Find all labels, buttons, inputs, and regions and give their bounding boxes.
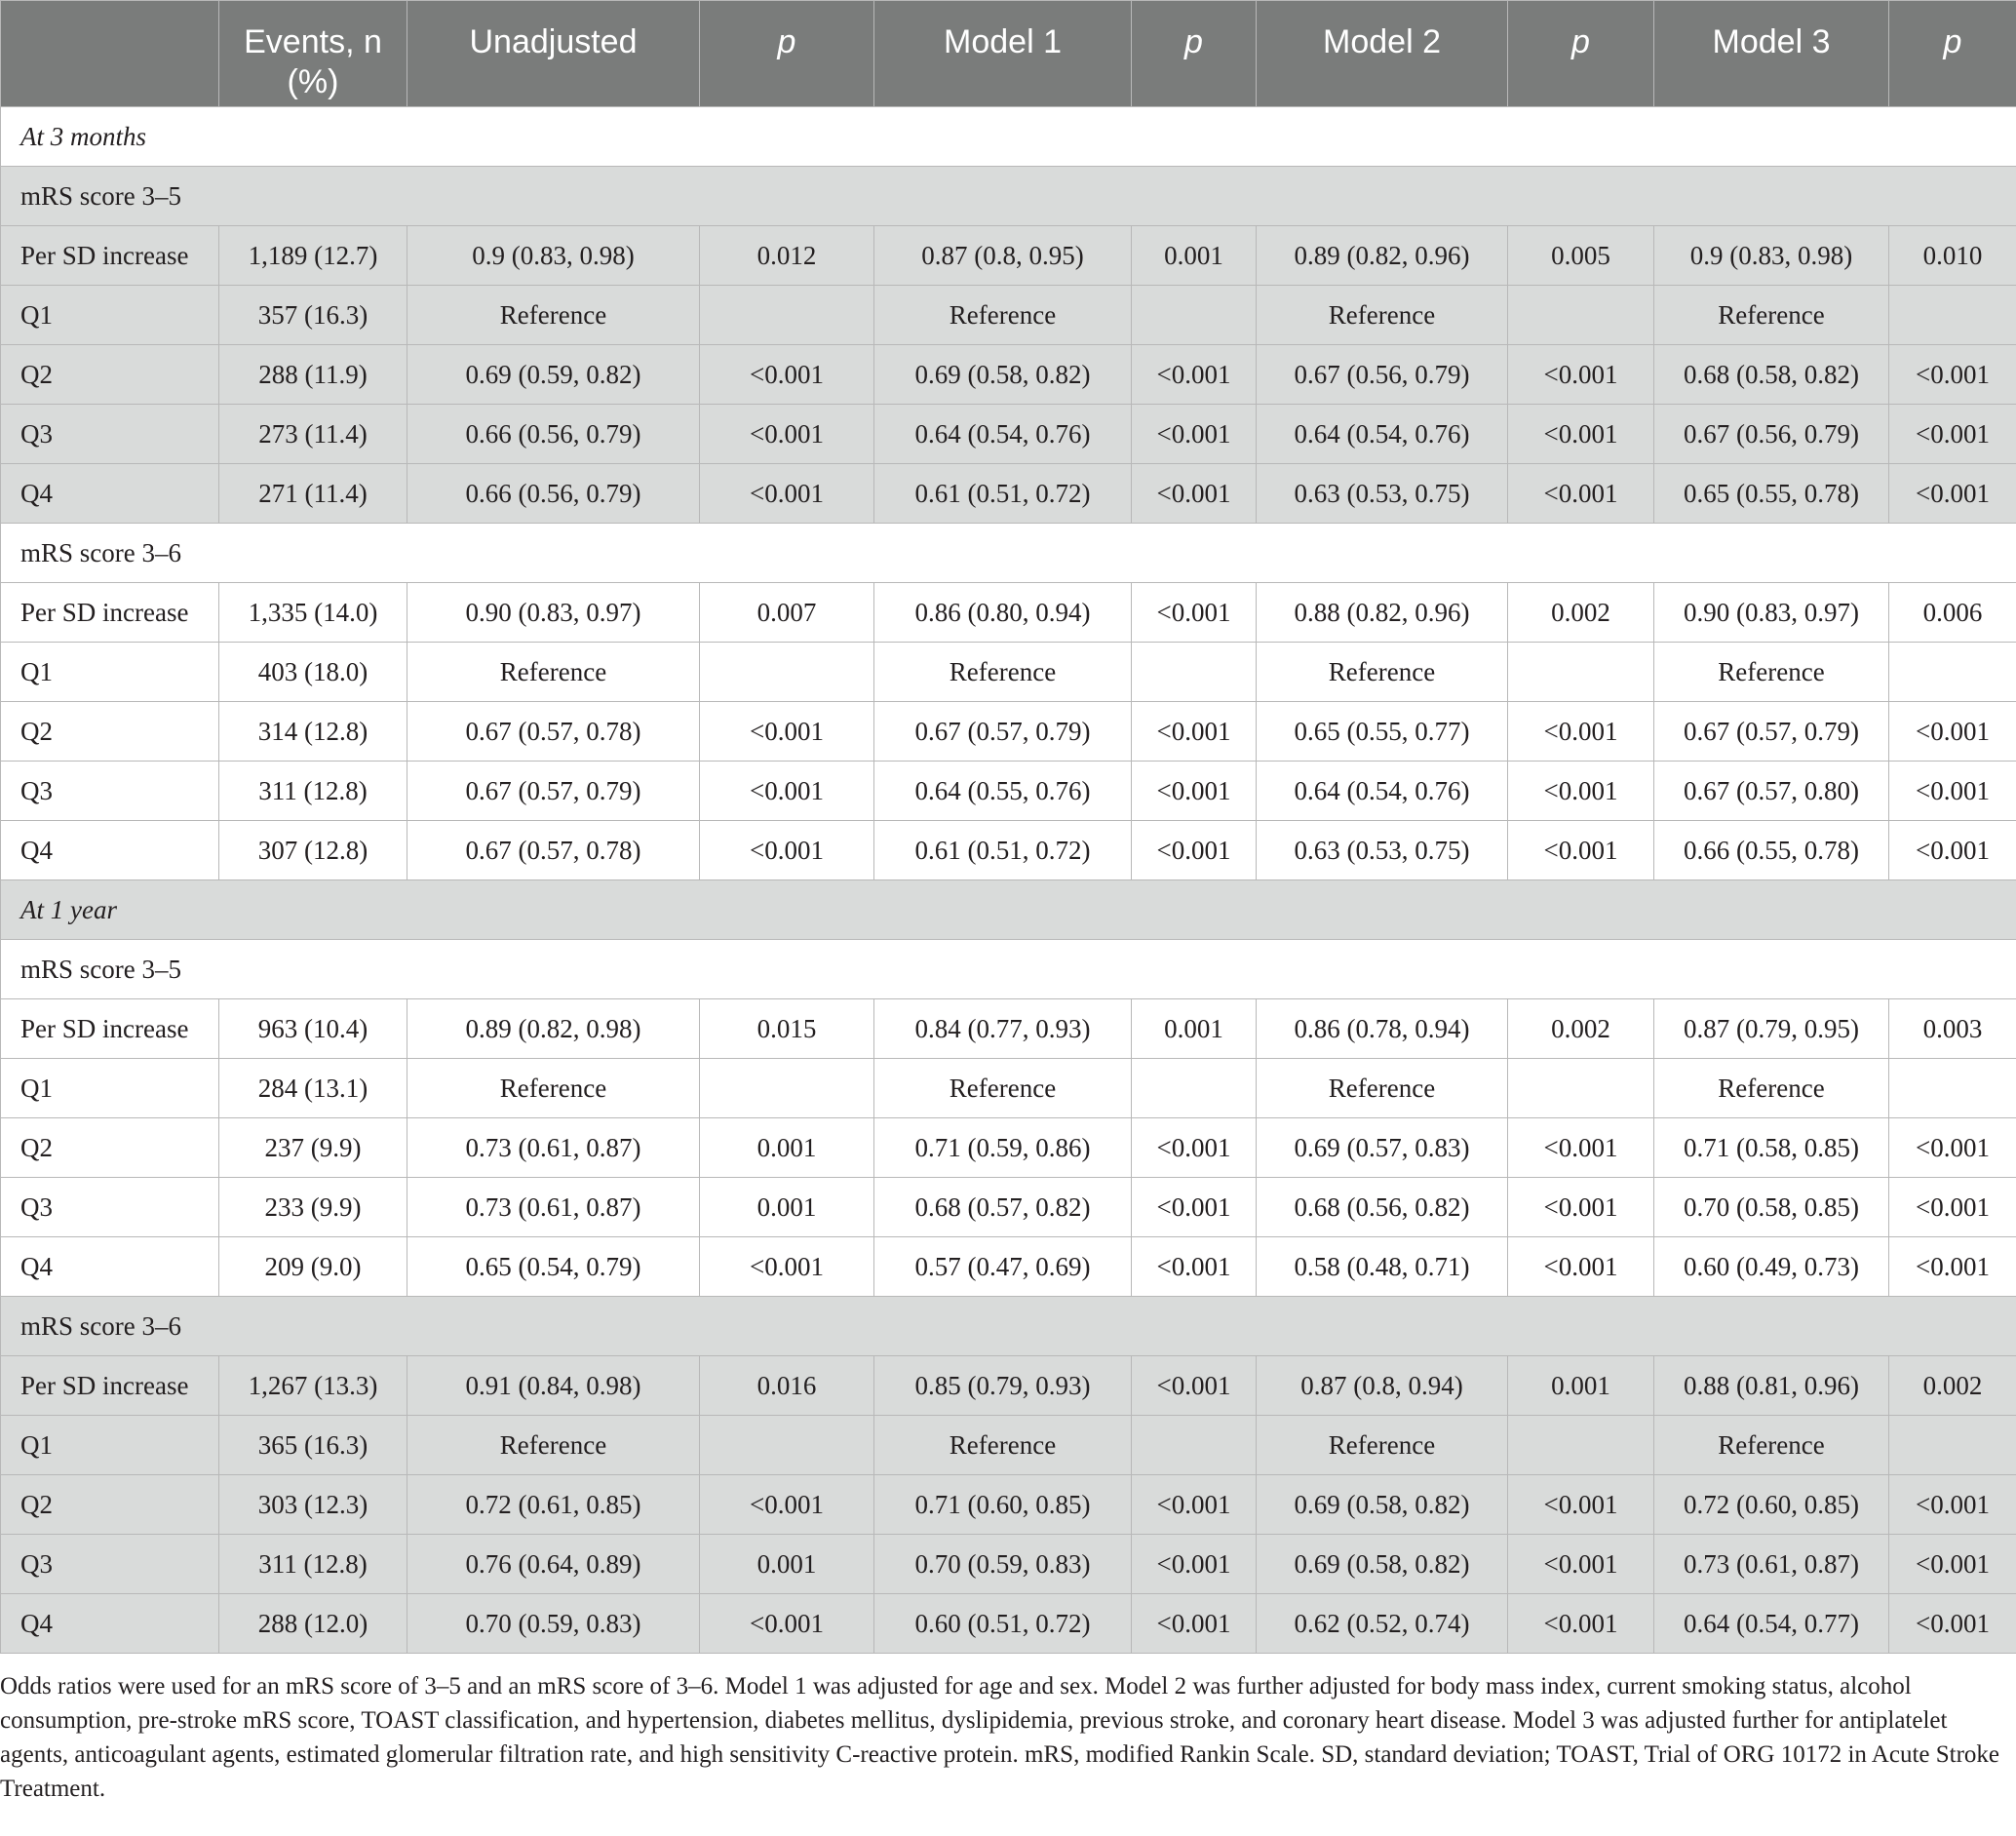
cell-unadjusted: 0.70 (0.59, 0.83): [407, 1594, 700, 1654]
cell-row-label: Q4: [1, 1237, 219, 1297]
cell-model-3: 0.67 (0.57, 0.79): [1654, 702, 1889, 762]
cell-p-model-2: <0.001: [1508, 821, 1654, 880]
cell-model-3: 0.71 (0.58, 0.85): [1654, 1118, 1889, 1178]
cell-p-model-3: <0.001: [1889, 1237, 2016, 1297]
section-label: mRS score 3–6: [1, 1297, 2016, 1356]
table-footnote: Odds ratios were used for an mRS score of 3–5 and an mRS score of 3–6. Model 1 was adjusted for age and sex. Model 2 was further adjusted for body mass index, current smoking status, alcohol consumption, pre-stroke mRS score, TOAST classification, and hypertension, diabetes mellitus, dyslipidemia, previous stroke, and coronary heart disease. Model 3 was adjusted further for antiplatelet agents, anticoagulant agents, estimated glomerular filtration rate, and high sensitivity C-reactive protein. mRS, modified Rankin Scale. SD, standard deviation; TOAST, Trial of ORG 10172 in Acute Stroke Treatment.: [0, 1673, 2000, 1802]
cell-p-model-1: [1132, 1416, 1257, 1475]
cell-model-1: 0.57 (0.47, 0.69): [874, 1237, 1132, 1297]
cell-row-label: Q3: [1, 1535, 219, 1594]
cell-model-3: 0.88 (0.81, 0.96): [1654, 1356, 1889, 1416]
table-row: [1, 643, 2016, 702]
cell-p-unadjusted: <0.001: [700, 762, 874, 821]
cell-row-label: Per SD increase: [1, 1356, 219, 1416]
cell-unadjusted: Reference: [407, 1416, 700, 1475]
table-row: [1, 1237, 2016, 1297]
table-row: [1, 286, 2016, 345]
cell-model-1: 0.71 (0.59, 0.86): [874, 1118, 1132, 1178]
cell-row-label: Per SD increase: [1, 583, 219, 643]
cell-unadjusted: 0.69 (0.59, 0.82): [407, 345, 700, 405]
cell-p-unadjusted: <0.001: [700, 1594, 874, 1654]
cell-model-3: 0.90 (0.83, 0.97): [1654, 583, 1889, 643]
cell-model-3: Reference: [1654, 1416, 1889, 1475]
cell-unadjusted: 0.9 (0.83, 0.98): [407, 226, 700, 286]
table-row: [1, 702, 2016, 762]
cell-p-model-3: <0.001: [1889, 464, 2016, 524]
cell-p-model-1: [1132, 1059, 1257, 1118]
cell-unadjusted: 0.89 (0.82, 0.98): [407, 999, 700, 1059]
cell-p-model-1: <0.001: [1132, 1475, 1257, 1535]
cell-p-unadjusted: [700, 1059, 874, 1118]
cell-p-unadjusted: <0.001: [700, 1475, 874, 1535]
cell-row-label: Q2: [1, 1118, 219, 1178]
cell-events: 314 (12.8): [219, 702, 407, 762]
cell-p-model-2: [1508, 1059, 1654, 1118]
cell-p-unadjusted: 0.001: [700, 1118, 874, 1178]
cell-model-1: 0.87 (0.8, 0.95): [874, 226, 1132, 286]
cell-model-1: 0.85 (0.79, 0.93): [874, 1356, 1132, 1416]
section-row: [1, 524, 2016, 583]
cell-model-2: 0.64 (0.54, 0.76): [1257, 762, 1508, 821]
cell-p-model-2: <0.001: [1508, 1475, 1654, 1535]
cell-model-2: 0.86 (0.78, 0.94): [1257, 999, 1508, 1059]
cell-p-model-3: [1889, 643, 2016, 702]
cell-unadjusted: 0.67 (0.57, 0.78): [407, 821, 700, 880]
cell-p-unadjusted: <0.001: [700, 702, 874, 762]
cell-model-3: 0.72 (0.60, 0.85): [1654, 1475, 1889, 1535]
cell-model-1: 0.70 (0.59, 0.83): [874, 1535, 1132, 1594]
cell-p-model-2: [1508, 286, 1654, 345]
cell-model-1: 0.67 (0.57, 0.79): [874, 702, 1132, 762]
cell-row-label: Q3: [1, 1178, 219, 1237]
cell-unadjusted: 0.66 (0.56, 0.79): [407, 405, 700, 464]
cell-events: 273 (11.4): [219, 405, 407, 464]
cell-p-unadjusted: <0.001: [700, 345, 874, 405]
cell-row-label: Q1: [1, 286, 219, 345]
cell-p-model-3: <0.001: [1889, 1594, 2016, 1654]
section-label: mRS score 3–6: [1, 524, 2016, 583]
cell-p-unadjusted: [700, 1416, 874, 1475]
cell-events: 233 (9.9): [219, 1178, 407, 1237]
cell-p-model-1: <0.001: [1132, 1237, 1257, 1297]
cell-p-model-3: <0.001: [1889, 1535, 2016, 1594]
cell-row-label: Q1: [1, 643, 219, 702]
cell-model-2: 0.69 (0.57, 0.83): [1257, 1118, 1508, 1178]
cell-events: 307 (12.8): [219, 821, 407, 880]
cell-model-1: Reference: [874, 286, 1132, 345]
cell-p-model-2: [1508, 1416, 1654, 1475]
cell-model-2: 0.65 (0.55, 0.77): [1257, 702, 1508, 762]
cell-model-2: Reference: [1257, 1416, 1508, 1475]
cell-p-model-2: <0.001: [1508, 1237, 1654, 1297]
header-p-model-2: p: [1508, 1, 1654, 107]
cell-events: 1,335 (14.0): [219, 583, 407, 643]
cell-model-2: 0.87 (0.8, 0.94): [1257, 1356, 1508, 1416]
header-p-model-1: p: [1132, 1, 1257, 107]
table-row: [1, 1475, 2016, 1535]
cell-p-model-1: <0.001: [1132, 762, 1257, 821]
cell-model-3: 0.65 (0.55, 0.78): [1654, 464, 1889, 524]
cell-unadjusted: Reference: [407, 1059, 700, 1118]
table-row: [1, 999, 2016, 1059]
table-row: [1, 405, 2016, 464]
cell-row-label: Per SD increase: [1, 999, 219, 1059]
section-row: [1, 107, 2016, 167]
cell-p-model-3: <0.001: [1889, 821, 2016, 880]
cell-row-label: Q1: [1, 1059, 219, 1118]
header-unadjusted: Unadjusted: [407, 1, 700, 107]
cell-p-model-1: <0.001: [1132, 464, 1257, 524]
cell-p-model-1: [1132, 286, 1257, 345]
cell-events: 303 (12.3): [219, 1475, 407, 1535]
table-body: [1, 107, 2016, 1654]
cell-model-2: 0.64 (0.54, 0.76): [1257, 405, 1508, 464]
cell-events: 1,189 (12.7): [219, 226, 407, 286]
cell-p-model-3: <0.001: [1889, 762, 2016, 821]
cell-unadjusted: 0.91 (0.84, 0.98): [407, 1356, 700, 1416]
cell-p-model-3: [1889, 286, 2016, 345]
cell-unadjusted: 0.90 (0.83, 0.97): [407, 583, 700, 643]
section-label: mRS score 3–5: [1, 940, 2016, 999]
table-row: [1, 821, 2016, 880]
cell-unadjusted: 0.73 (0.61, 0.87): [407, 1118, 700, 1178]
cell-model-3: 0.67 (0.57, 0.80): [1654, 762, 1889, 821]
header-row-label: [1, 1, 219, 107]
cell-unadjusted: 0.67 (0.57, 0.78): [407, 702, 700, 762]
cell-unadjusted: 0.76 (0.64, 0.89): [407, 1535, 700, 1594]
cell-model-3: 0.70 (0.58, 0.85): [1654, 1178, 1889, 1237]
cell-row-label: Q2: [1, 702, 219, 762]
section-row: [1, 167, 2016, 226]
cell-p-model-3: 0.003: [1889, 999, 2016, 1059]
cell-row-label: Q4: [1, 464, 219, 524]
cell-p-unadjusted: 0.012: [700, 226, 874, 286]
cell-p-unadjusted: [700, 643, 874, 702]
cell-events: 284 (13.1): [219, 1059, 407, 1118]
header-p-unadjusted: p: [700, 1, 874, 107]
cell-p-model-2: 0.002: [1508, 583, 1654, 643]
cell-p-model-2: <0.001: [1508, 1118, 1654, 1178]
cell-events: 288 (11.9): [219, 345, 407, 405]
cell-p-unadjusted: <0.001: [700, 821, 874, 880]
cell-events: 271 (11.4): [219, 464, 407, 524]
cell-events: 311 (12.8): [219, 762, 407, 821]
table-row: [1, 1178, 2016, 1237]
cell-p-model-1: <0.001: [1132, 702, 1257, 762]
table-row: [1, 226, 2016, 286]
table-row: [1, 464, 2016, 524]
cell-model-2: Reference: [1257, 286, 1508, 345]
cell-p-model-3: [1889, 1059, 2016, 1118]
cell-model-2: 0.58 (0.48, 0.71): [1257, 1237, 1508, 1297]
cell-p-model-3: <0.001: [1889, 405, 2016, 464]
cell-p-model-2: <0.001: [1508, 702, 1654, 762]
cell-p-model-2: <0.001: [1508, 345, 1654, 405]
cell-p-model-1: <0.001: [1132, 1594, 1257, 1654]
cell-model-2: 0.63 (0.53, 0.75): [1257, 464, 1508, 524]
table-row: [1, 762, 2016, 821]
cell-model-2: 0.68 (0.56, 0.82): [1257, 1178, 1508, 1237]
cell-p-model-3: <0.001: [1889, 1118, 2016, 1178]
cell-model-3: 0.64 (0.54, 0.77): [1654, 1594, 1889, 1654]
cell-unadjusted: 0.73 (0.61, 0.87): [407, 1178, 700, 1237]
table-row: [1, 345, 2016, 405]
cell-model-1: 0.86 (0.80, 0.94): [874, 583, 1132, 643]
cell-p-model-1: 0.001: [1132, 226, 1257, 286]
cell-p-model-2: <0.001: [1508, 464, 1654, 524]
header-p-model-3: p: [1889, 1, 2016, 107]
cell-p-unadjusted: [700, 286, 874, 345]
cell-p-model-1: <0.001: [1132, 1118, 1257, 1178]
header-model-2: Model 2: [1257, 1, 1508, 107]
cell-row-label: Q4: [1, 821, 219, 880]
cell-p-model-3: [1889, 1416, 2016, 1475]
cell-events: 1,267 (13.3): [219, 1356, 407, 1416]
cell-model-2: 0.67 (0.56, 0.79): [1257, 345, 1508, 405]
cell-model-2: 0.62 (0.52, 0.74): [1257, 1594, 1508, 1654]
table-row: [1, 1059, 2016, 1118]
cell-p-unadjusted: 0.016: [700, 1356, 874, 1416]
cell-p-unadjusted: 0.015: [700, 999, 874, 1059]
cell-events: 237 (9.9): [219, 1118, 407, 1178]
cell-p-model-2: <0.001: [1508, 1178, 1654, 1237]
cell-events: 365 (16.3): [219, 1416, 407, 1475]
cell-row-label: Q1: [1, 1416, 219, 1475]
cell-p-model-1: <0.001: [1132, 1178, 1257, 1237]
cell-model-1: 0.61 (0.51, 0.72): [874, 464, 1132, 524]
cell-events: 963 (10.4): [219, 999, 407, 1059]
header-events: Events, n (%): [219, 1, 407, 107]
cell-events: 288 (12.0): [219, 1594, 407, 1654]
cell-p-unadjusted: 0.007: [700, 583, 874, 643]
section-label: At 3 months: [1, 107, 2016, 167]
cell-p-unadjusted: 0.001: [700, 1535, 874, 1594]
cell-unadjusted: Reference: [407, 643, 700, 702]
table-row: [1, 1416, 2016, 1475]
cell-p-model-2: 0.002: [1508, 999, 1654, 1059]
cell-events: 357 (16.3): [219, 286, 407, 345]
section-row: [1, 880, 2016, 940]
cell-row-label: Q3: [1, 405, 219, 464]
cell-p-model-3: 0.002: [1889, 1356, 2016, 1416]
cell-p-unadjusted: <0.001: [700, 464, 874, 524]
cell-row-label: Q3: [1, 762, 219, 821]
cell-p-model-1: <0.001: [1132, 345, 1257, 405]
cell-model-3: 0.9 (0.83, 0.98): [1654, 226, 1889, 286]
cell-model-2: 0.88 (0.82, 0.96): [1257, 583, 1508, 643]
cell-row-label: Q2: [1, 345, 219, 405]
cell-model-1: 0.61 (0.51, 0.72): [874, 821, 1132, 880]
cell-model-3: 0.87 (0.79, 0.95): [1654, 999, 1889, 1059]
cell-model-2: 0.69 (0.58, 0.82): [1257, 1475, 1508, 1535]
cell-events: 311 (12.8): [219, 1535, 407, 1594]
cell-model-3: Reference: [1654, 286, 1889, 345]
cell-model-2: 0.69 (0.58, 0.82): [1257, 1535, 1508, 1594]
cell-p-model-2: 0.001: [1508, 1356, 1654, 1416]
cell-p-model-1: [1132, 643, 1257, 702]
cell-model-3: 0.73 (0.61, 0.87): [1654, 1535, 1889, 1594]
table-row: [1, 1118, 2016, 1178]
cell-model-1: Reference: [874, 1416, 1132, 1475]
table-row: [1, 1594, 2016, 1654]
cell-p-model-1: <0.001: [1132, 583, 1257, 643]
cell-p-model-1: <0.001: [1132, 821, 1257, 880]
cell-unadjusted: 0.65 (0.54, 0.79): [407, 1237, 700, 1297]
cell-unadjusted: 0.67 (0.57, 0.79): [407, 762, 700, 821]
cell-p-model-2: <0.001: [1508, 1535, 1654, 1594]
cell-p-model-2: <0.001: [1508, 1594, 1654, 1654]
cell-p-model-3: <0.001: [1889, 702, 2016, 762]
cell-p-model-1: <0.001: [1132, 1535, 1257, 1594]
cell-model-1: 0.64 (0.54, 0.76): [874, 405, 1132, 464]
cell-model-3: 0.68 (0.58, 0.82): [1654, 345, 1889, 405]
section-label: At 1 year: [1, 880, 2016, 940]
cell-model-1: 0.64 (0.55, 0.76): [874, 762, 1132, 821]
cell-p-model-1: 0.001: [1132, 999, 1257, 1059]
cell-row-label: Q2: [1, 1475, 219, 1535]
table-row: [1, 583, 2016, 643]
section-row: [1, 1297, 2016, 1356]
cell-p-model-1: <0.001: [1132, 1356, 1257, 1416]
section-row: [1, 940, 2016, 999]
cell-p-unadjusted: 0.001: [700, 1178, 874, 1237]
header-model-3: Model 3: [1654, 1, 1889, 107]
cell-p-model-2: 0.005: [1508, 226, 1654, 286]
header-row: [1, 1, 2016, 107]
cell-unadjusted: 0.66 (0.56, 0.79): [407, 464, 700, 524]
cell-model-1: 0.71 (0.60, 0.85): [874, 1475, 1132, 1535]
cell-model-1: Reference: [874, 1059, 1132, 1118]
cell-p-unadjusted: <0.001: [700, 1237, 874, 1297]
cell-unadjusted: 0.72 (0.61, 0.85): [407, 1475, 700, 1535]
cell-row-label: Per SD increase: [1, 226, 219, 286]
cell-p-model-3: <0.001: [1889, 1178, 2016, 1237]
cell-p-model-3: 0.010: [1889, 226, 2016, 286]
cell-model-3: Reference: [1654, 1059, 1889, 1118]
cell-model-2: 0.63 (0.53, 0.75): [1257, 821, 1508, 880]
header-model-1: Model 1: [874, 1, 1132, 107]
cell-model-1: 0.69 (0.58, 0.82): [874, 345, 1132, 405]
cell-model-1: 0.68 (0.57, 0.82): [874, 1178, 1132, 1237]
cell-events: 403 (18.0): [219, 643, 407, 702]
cell-model-1: Reference: [874, 643, 1132, 702]
cell-p-model-2: [1508, 643, 1654, 702]
cell-p-model-1: <0.001: [1132, 405, 1257, 464]
cell-model-3: Reference: [1654, 643, 1889, 702]
cell-model-1: 0.60 (0.51, 0.72): [874, 1594, 1132, 1654]
cell-p-model-2: <0.001: [1508, 405, 1654, 464]
cell-model-3: 0.60 (0.49, 0.73): [1654, 1237, 1889, 1297]
cell-unadjusted: Reference: [407, 286, 700, 345]
table-row: [1, 1535, 2016, 1594]
cell-p-model-3: 0.006: [1889, 583, 2016, 643]
cell-p-model-2: <0.001: [1508, 762, 1654, 821]
cell-p-unadjusted: <0.001: [700, 405, 874, 464]
cell-p-model-3: <0.001: [1889, 345, 2016, 405]
cell-row-label: Q4: [1, 1594, 219, 1654]
table-row: [1, 1356, 2016, 1416]
cell-model-1: 0.84 (0.77, 0.93): [874, 999, 1132, 1059]
cell-model-2: Reference: [1257, 1059, 1508, 1118]
cell-model-3: 0.67 (0.56, 0.79): [1654, 405, 1889, 464]
cell-p-model-3: <0.001: [1889, 1475, 2016, 1535]
cell-model-2: 0.89 (0.82, 0.96): [1257, 226, 1508, 286]
section-label: mRS score 3–5: [1, 167, 2016, 226]
cell-model-3: 0.66 (0.55, 0.78): [1654, 821, 1889, 880]
cell-events: 209 (9.0): [219, 1237, 407, 1297]
cell-model-2: Reference: [1257, 643, 1508, 702]
